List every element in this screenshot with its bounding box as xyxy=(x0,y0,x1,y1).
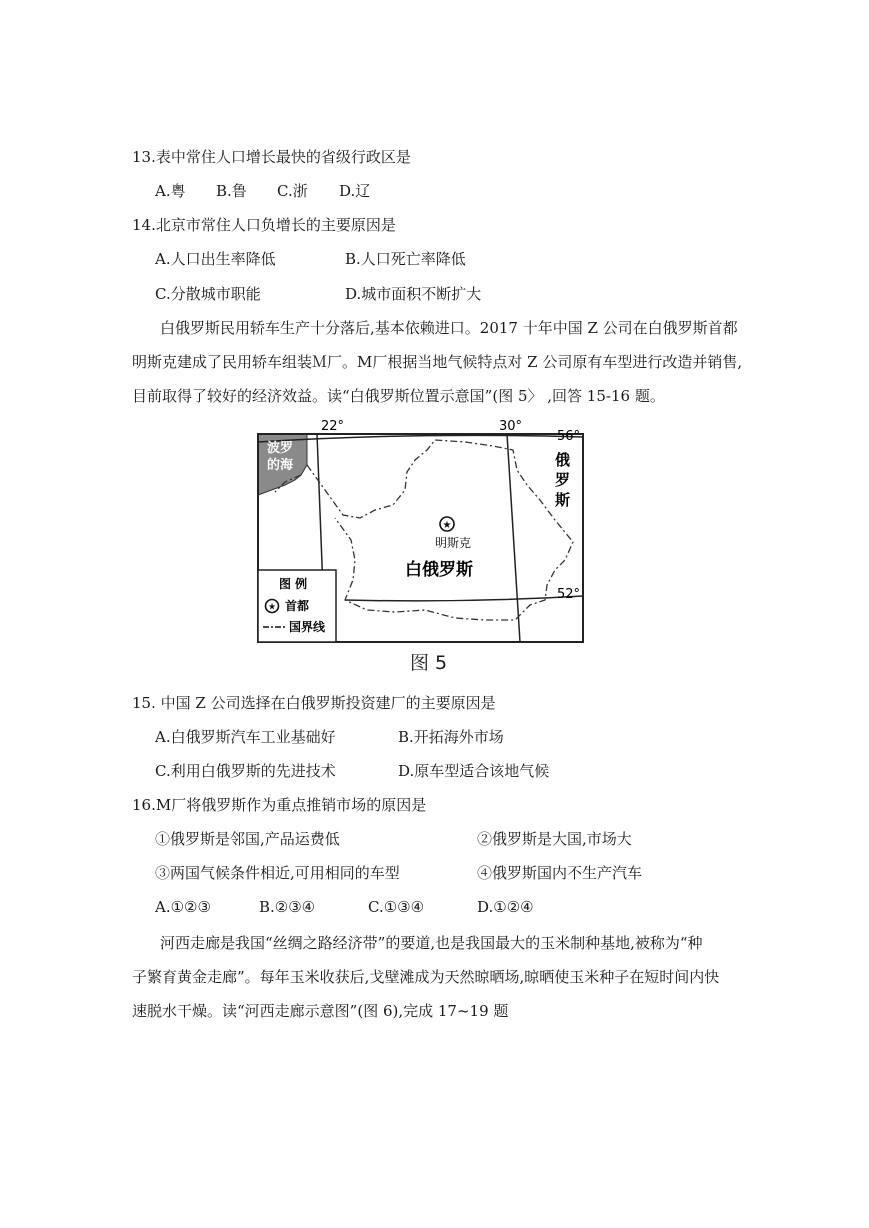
q16-statement-2: ②俄罗斯是大国,市场大 xyxy=(477,830,632,848)
belarus-map xyxy=(255,420,587,650)
q15-option-d: D.原车型适合该地气候 xyxy=(398,762,550,780)
passage1-line-1: 白俄罗斯民用轿车生产十分落后,基本依赖进口。2017 十年中国 Z 公司在白俄罗斯首都 xyxy=(160,319,738,337)
belarus-label: 白俄罗斯 xyxy=(405,560,473,580)
q13-option-d: D.辽 xyxy=(339,182,371,200)
q15-stem: 15. 中国 Z 公司选择在白俄罗斯投资建厂的主要原因是 xyxy=(132,694,496,712)
passage2-line-1: 河西走廊是我国“丝绸之路经济带”的要道,也是我国最大的玉米制种基地,被称为“种 xyxy=(160,934,703,952)
q13-option-c: C.浙 xyxy=(277,182,308,200)
q16-statement-1: ①俄罗斯是邻国,产品运费低 xyxy=(155,830,340,848)
passage2-line-2: 子繁育黄金走廊”。每年玉米收获后,戈壁滩成为天然晾晒场,晾晒使玉米种子在短时间内快 xyxy=(132,968,720,986)
lat-52-label: 52° xyxy=(557,587,581,602)
minsk-star-icon: ★ xyxy=(442,520,452,531)
q14-option-c: C.分散城市职能 xyxy=(155,285,261,303)
figure5-caption: 图 5 xyxy=(410,652,448,674)
q15-option-c: C.利用白俄罗斯的先进技术 xyxy=(155,762,336,780)
q16-statement-4: ④俄罗斯国内不生产汽车 xyxy=(477,864,643,882)
russia-label-2: 罗 xyxy=(555,471,571,489)
q15-option-b: B.开拓海外市场 xyxy=(398,728,504,746)
legend-star-icon: ★ xyxy=(267,602,277,613)
russia-label-3: 斯 xyxy=(555,491,571,509)
q13-stem: 13.表中常住人口增长最快的省级行政区是 xyxy=(132,148,411,166)
q13-option-a: A.粤 xyxy=(155,182,186,200)
legend-capital-label: 首都 xyxy=(285,599,310,613)
q14-option-d: D.城市面积不断扩大 xyxy=(345,285,482,303)
q14-option-b: B.人口死亡率降低 xyxy=(345,250,466,268)
legend-border-label: 国界线 xyxy=(289,620,326,634)
q16-option-b: B.②③④ xyxy=(259,898,316,916)
q16-option-a: A.①②③ xyxy=(155,898,211,916)
passage1-line-2: 明斯克建成了民用轿车组装Ｍ厂。M厂根据当地气候特点对 Z 公司原有车型进行改造并销售, xyxy=(132,353,743,371)
q16-stem: 16.M厂将俄罗斯作为重点推销市场的原因是 xyxy=(132,796,427,814)
q15-option-a: A.白俄罗斯汽车工业基础好 xyxy=(155,728,336,746)
q14-stem: 14.北京市常住人口负增长的主要原因是 xyxy=(132,216,396,234)
q16-option-d: D.①②④ xyxy=(477,898,534,916)
latitude-52 xyxy=(345,596,583,601)
lon-22-label: 22° xyxy=(321,420,345,434)
q13-option-b: B.鲁 xyxy=(216,182,247,200)
lat-56-label: 56° xyxy=(557,429,581,444)
minsk-label: 明斯克 xyxy=(435,536,472,550)
passage1-line-3: 目前取得了较好的经济效益。读“白俄罗斯位置示意国”(图 5〉 ,回答 15-16 题。 xyxy=(132,387,665,405)
q16-statement-3: ③两国气候条件相近,可用相同的车型 xyxy=(155,864,400,882)
q14-option-a: A.人口出生率降低 xyxy=(155,250,276,268)
passage2-line-3: 速脱水干燥。读“河西走廊示意图”(图 6),完成 17~19 题 xyxy=(132,1002,509,1020)
legend-title: 图 例 xyxy=(279,577,308,591)
russia-label-1: 俄 xyxy=(555,451,571,469)
border-line xyxy=(307,440,573,620)
figure5-map xyxy=(255,420,587,670)
q16-option-c: C.①③④ xyxy=(368,898,425,916)
lon-30-label: 30° xyxy=(499,420,523,434)
baltic-sea-label-1: 波罗 xyxy=(267,441,294,456)
baltic-sea-label-2: 的海 xyxy=(267,458,294,473)
longitude-30 xyxy=(507,434,520,642)
